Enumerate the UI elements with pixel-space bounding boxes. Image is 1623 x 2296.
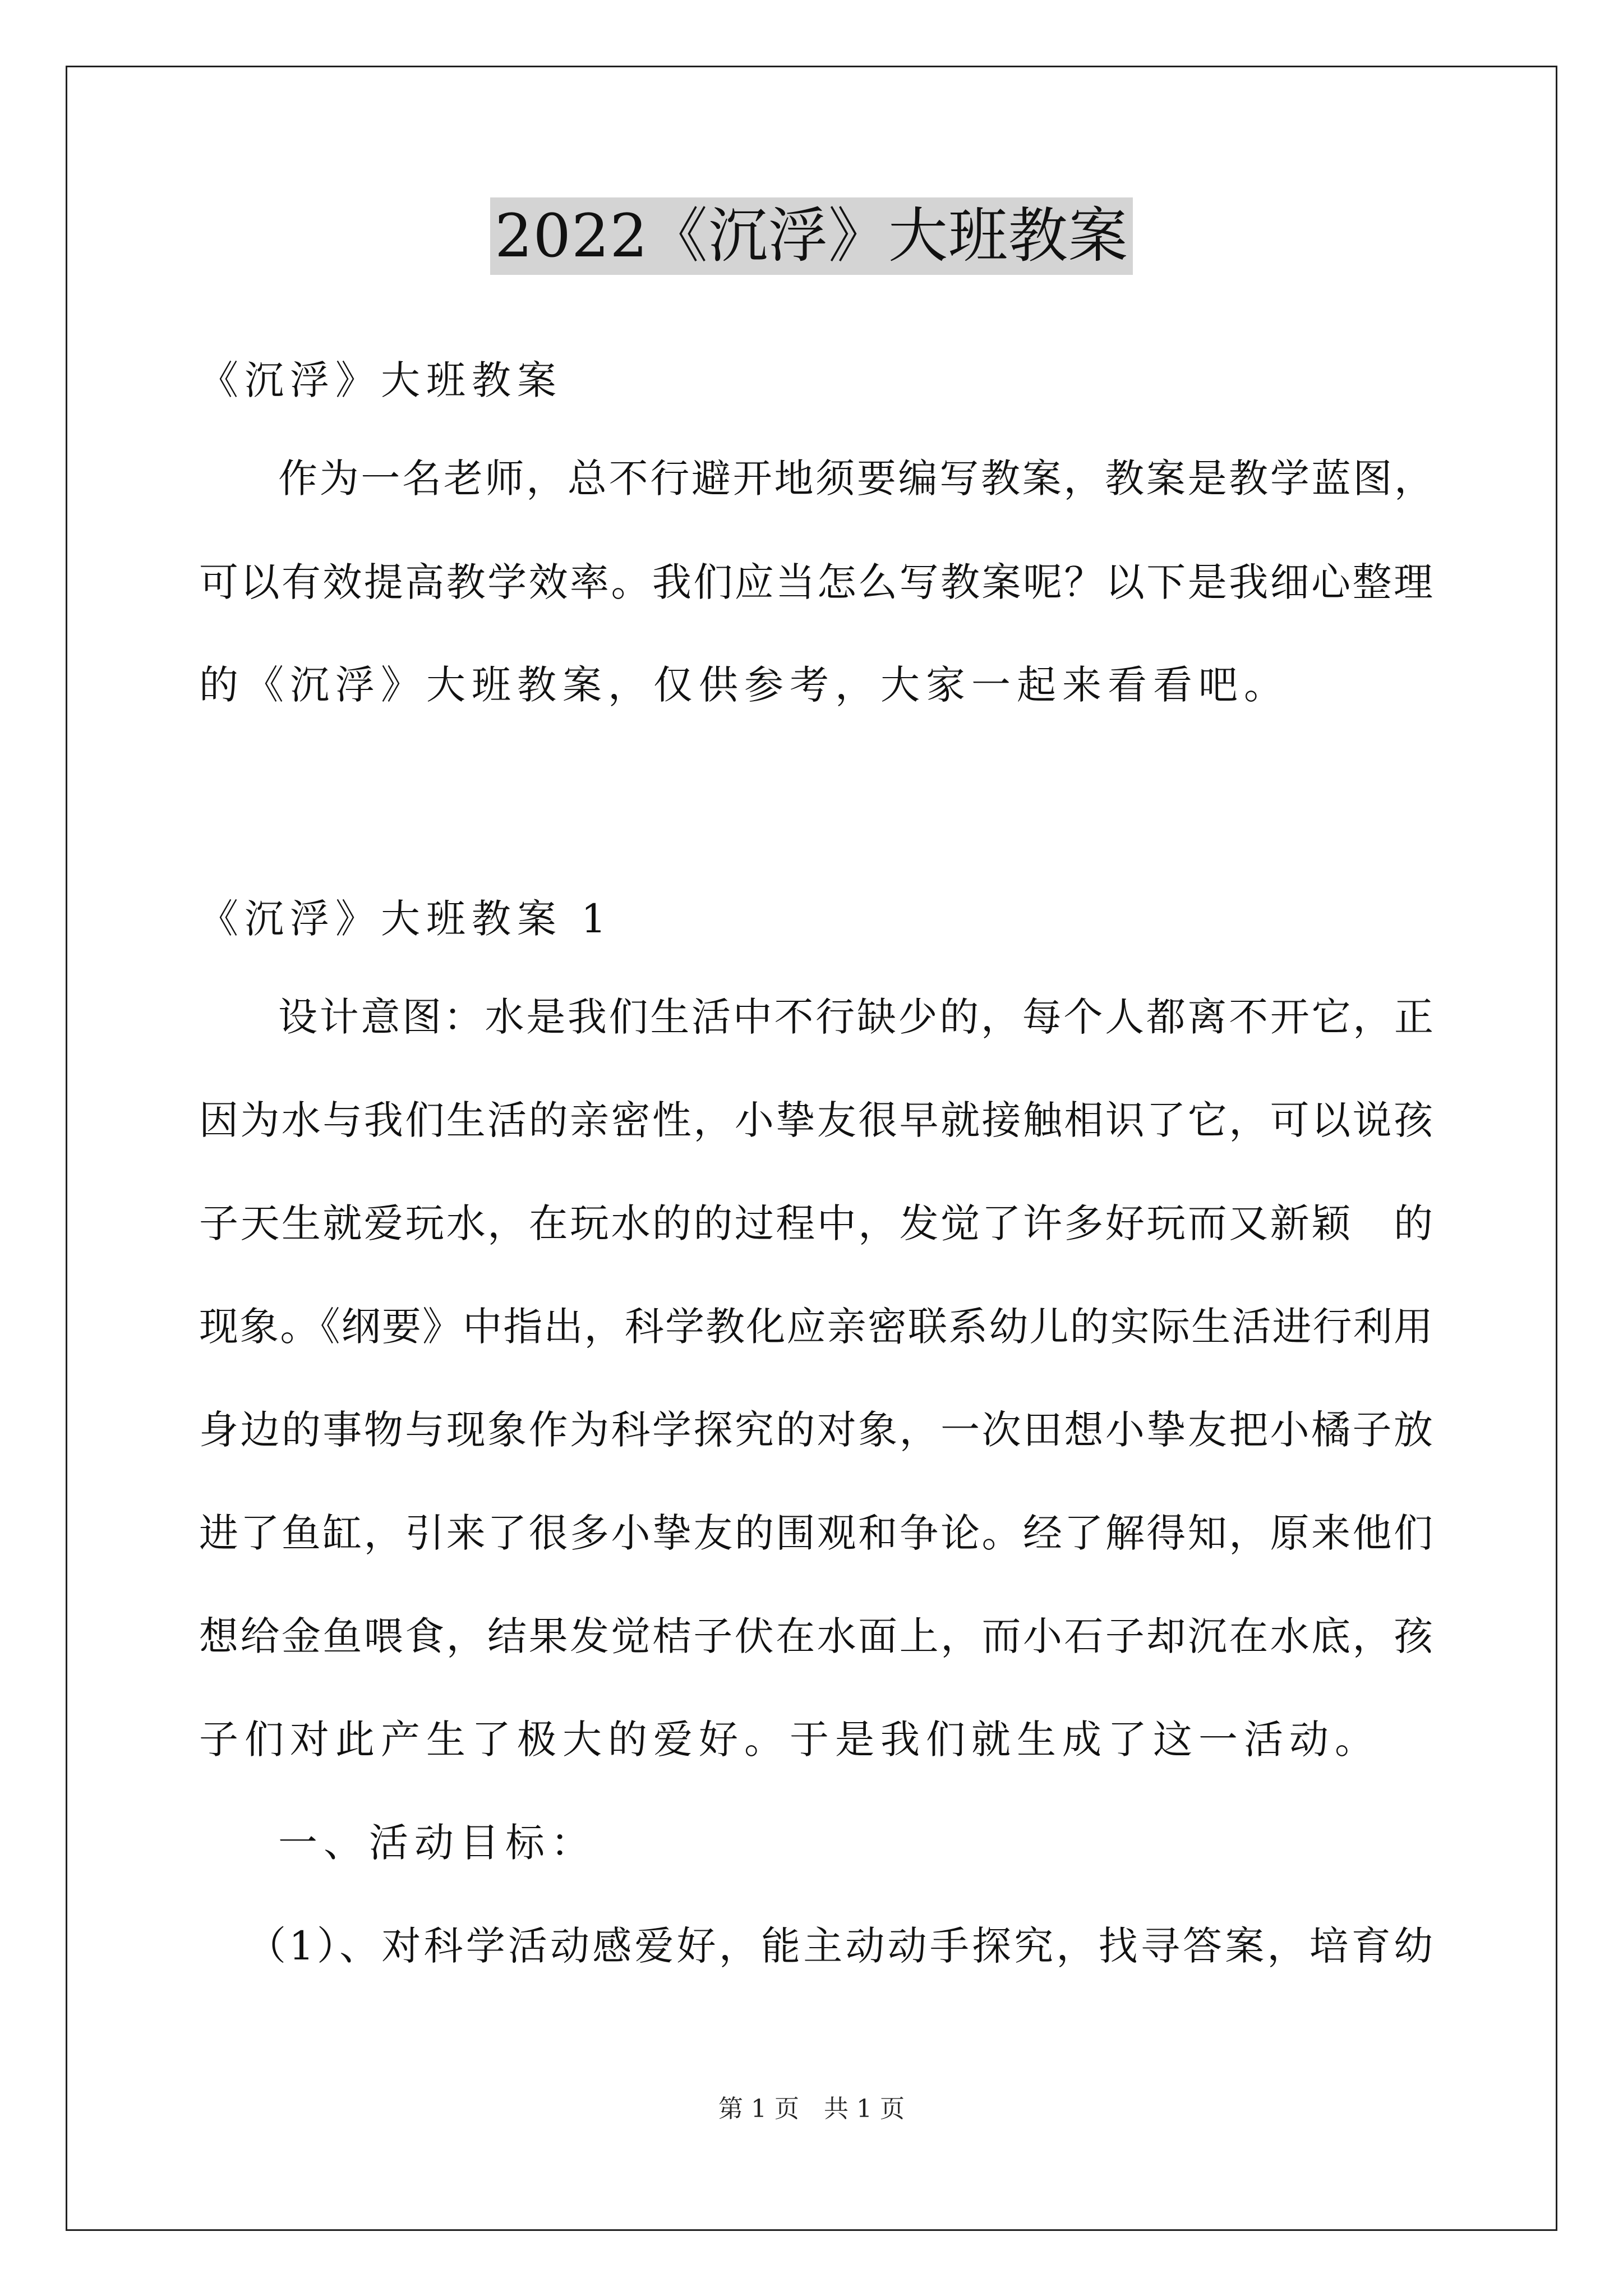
- section-heading: 《沉浮》大班教案 1: [199, 896, 612, 942]
- paragraph-line: 的《沉浮》大班教案，仅供参考，大家一起来看看吧。: [199, 662, 1289, 708]
- paragraph-line: 身边的事物与现象作为科学探究的对象，一次田想小挚友把小橘子放: [199, 1407, 1433, 1453]
- document-title: 2022《沉浮》大班教案: [490, 197, 1133, 275]
- paragraph-line: 可以有效提高教学效率。我们应当怎么写教案呢？以下是我细心整理: [199, 559, 1433, 605]
- list-item: （1）、对科学活动感爱好，能主动动手探究，找寻答案，培育幼: [247, 1923, 1433, 1969]
- paragraph-line: 子天生就爱玩水，在玩水的的过程中，发觉了许多好玩而又新颖 的: [199, 1200, 1433, 1246]
- paragraph-line: 子们对此产生了极大的爱好。于是我们就生成了这一活动。: [199, 1717, 1380, 1763]
- title-container: [0, 197, 1623, 275]
- paragraph-line: 设计意图：水是我们生活中不行缺少的，每个人都离不开它，正: [278, 994, 1433, 1040]
- paragraph-line: 想给金鱼喂食，结果发觉桔子伏在水面上，而小石子却沉在水底，孩: [199, 1613, 1433, 1659]
- page-footer: 第 1 页 共 1 页: [718, 2095, 905, 2123]
- paragraph-line: 现象。《纲要》中指出，科学教化应亲密联系幼儿的实际生活进行利用: [199, 1304, 1433, 1350]
- paragraph-line: 作为一名老师，总不行避开地须要编写教案，教案是教学蓝图，: [278, 455, 1433, 501]
- paragraph-line: 因为水与我们生活的亲密性，小挚友很早就接触相识了它，可以说孩: [199, 1097, 1433, 1143]
- paragraph-line: 进了鱼缸，引来了很多小挚友的围观和争论。经了解得知，原来他们: [199, 1510, 1433, 1556]
- list-heading: 一、活动目标：: [278, 1820, 596, 1866]
- subtitle-line: 《沉浮》大班教案: [199, 357, 562, 403]
